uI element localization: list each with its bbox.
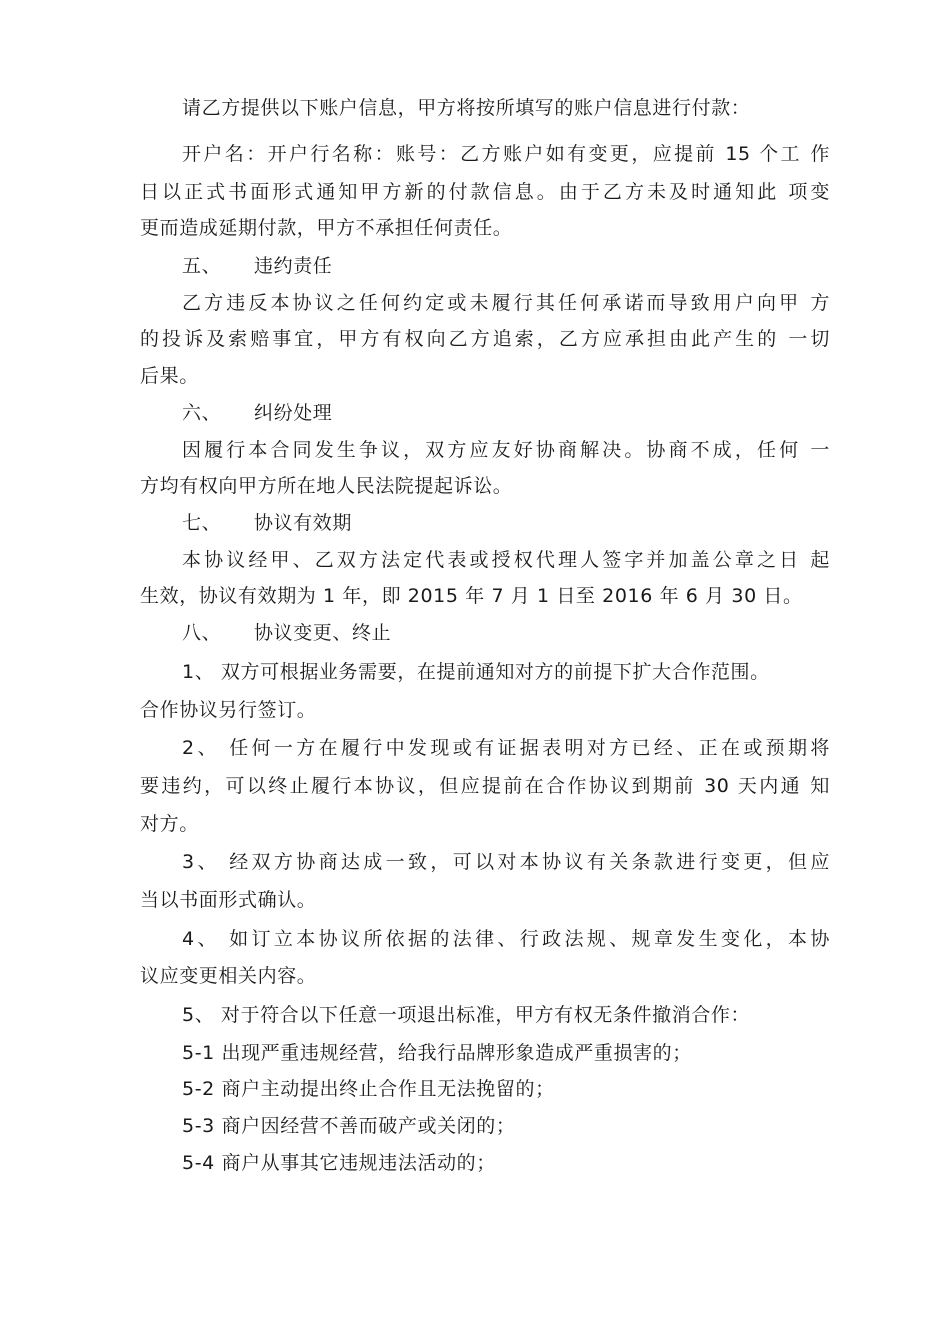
paragraph-line: 3、 经双方协商达成一致，可以对本协议有关条款进行变更，但应: [182, 851, 830, 873]
paragraph-line: 2、 任何一方在履行中发现或有证据表明对方已经、正在或预期将: [182, 737, 830, 759]
paragraph-line: 当以书面形式确认。: [140, 889, 317, 911]
paragraph-line: 合作协议另行签订。: [140, 699, 317, 721]
paragraph-line: 4、 如订立本协议所依据的法律、行政法规、规章发生变化，本协: [182, 928, 830, 950]
section-title: 纠纷处理: [254, 402, 333, 424]
paragraph-line: 1、 双方可根据业务需要，在提前通知对方的前提下扩大合作范围。: [182, 661, 770, 683]
section-title: 协议变更、终止: [254, 622, 392, 644]
paragraph-line: 更而造成延期付款，甲方不承担任何责任。: [140, 217, 513, 239]
section-heading: [182, 401, 332, 425]
paragraph-line: 因履行本合同发生争议，双方应友好协商解决。协商不成，任何 一: [182, 439, 830, 461]
section-heading: [182, 621, 391, 645]
section-number: 八、: [182, 622, 222, 644]
section-title: 协议有效期: [254, 512, 353, 534]
section-heading: [182, 511, 352, 535]
section-number: 七、: [182, 512, 222, 534]
paragraph-line: 生效，协议有效期为 1 年，即 2015 年 7 月 1 日至 2016 年 6 月 30 日。: [140, 585, 803, 607]
section-number: 五、: [182, 255, 222, 277]
paragraph-line: 要违约，可以终止履行本协议，但应提前在合作协议到期前 30 天内通 知: [140, 775, 830, 797]
paragraph-line: 5-1 出现严重违规经营，给我行品牌形象造成严重损害的；: [182, 1042, 692, 1064]
paragraph-line: 后果。: [140, 365, 199, 387]
paragraph-line: 5-3 商户因经营不善而破产或关闭的；: [182, 1115, 516, 1137]
paragraph-line: 5-2 商户主动提出终止合作且无法挽留的；: [182, 1078, 555, 1100]
paragraph-line: 乙方违反本协议之任何约定或未履行其任何承诺而导致用户向甲 方: [182, 292, 830, 314]
paragraph-line: 本协议经甲、乙双方法定代表或授权代理人签字并加盖公章之日 起: [182, 549, 830, 571]
section-number: 六、: [182, 402, 222, 424]
paragraph-line: 请乙方提供以下账户信息，甲方将按所填写的账户信息进行付款：: [182, 97, 751, 119]
paragraph-line: 开户名：开户行名称：账号：乙方账户如有变更，应提前 15 个工 作: [182, 143, 830, 165]
paragraph-line: 对方。: [140, 813, 199, 835]
paragraph-line: 议应变更相关内容。: [140, 965, 317, 987]
section-title: 违约责任: [254, 255, 333, 277]
paragraph-line: 的投诉及索赔事宜，甲方有权向乙方追索，乙方应承担由此产生的 一切: [140, 328, 830, 350]
paragraph-line: 5、 对于符合以下任意一项退出标准，甲方有权无条件撤消合作：: [182, 1004, 751, 1026]
section-heading: [182, 254, 332, 278]
paragraph-line: 方均有权向甲方所在地人民法院提起诉讼。: [140, 475, 513, 497]
paragraph-line: 日以正式书面形式通知甲方新的付款信息。由于乙方未及时通知此 项变: [140, 181, 830, 203]
paragraph-line: 5-4 商户从事其它违规违法活动的；: [182, 1152, 496, 1174]
